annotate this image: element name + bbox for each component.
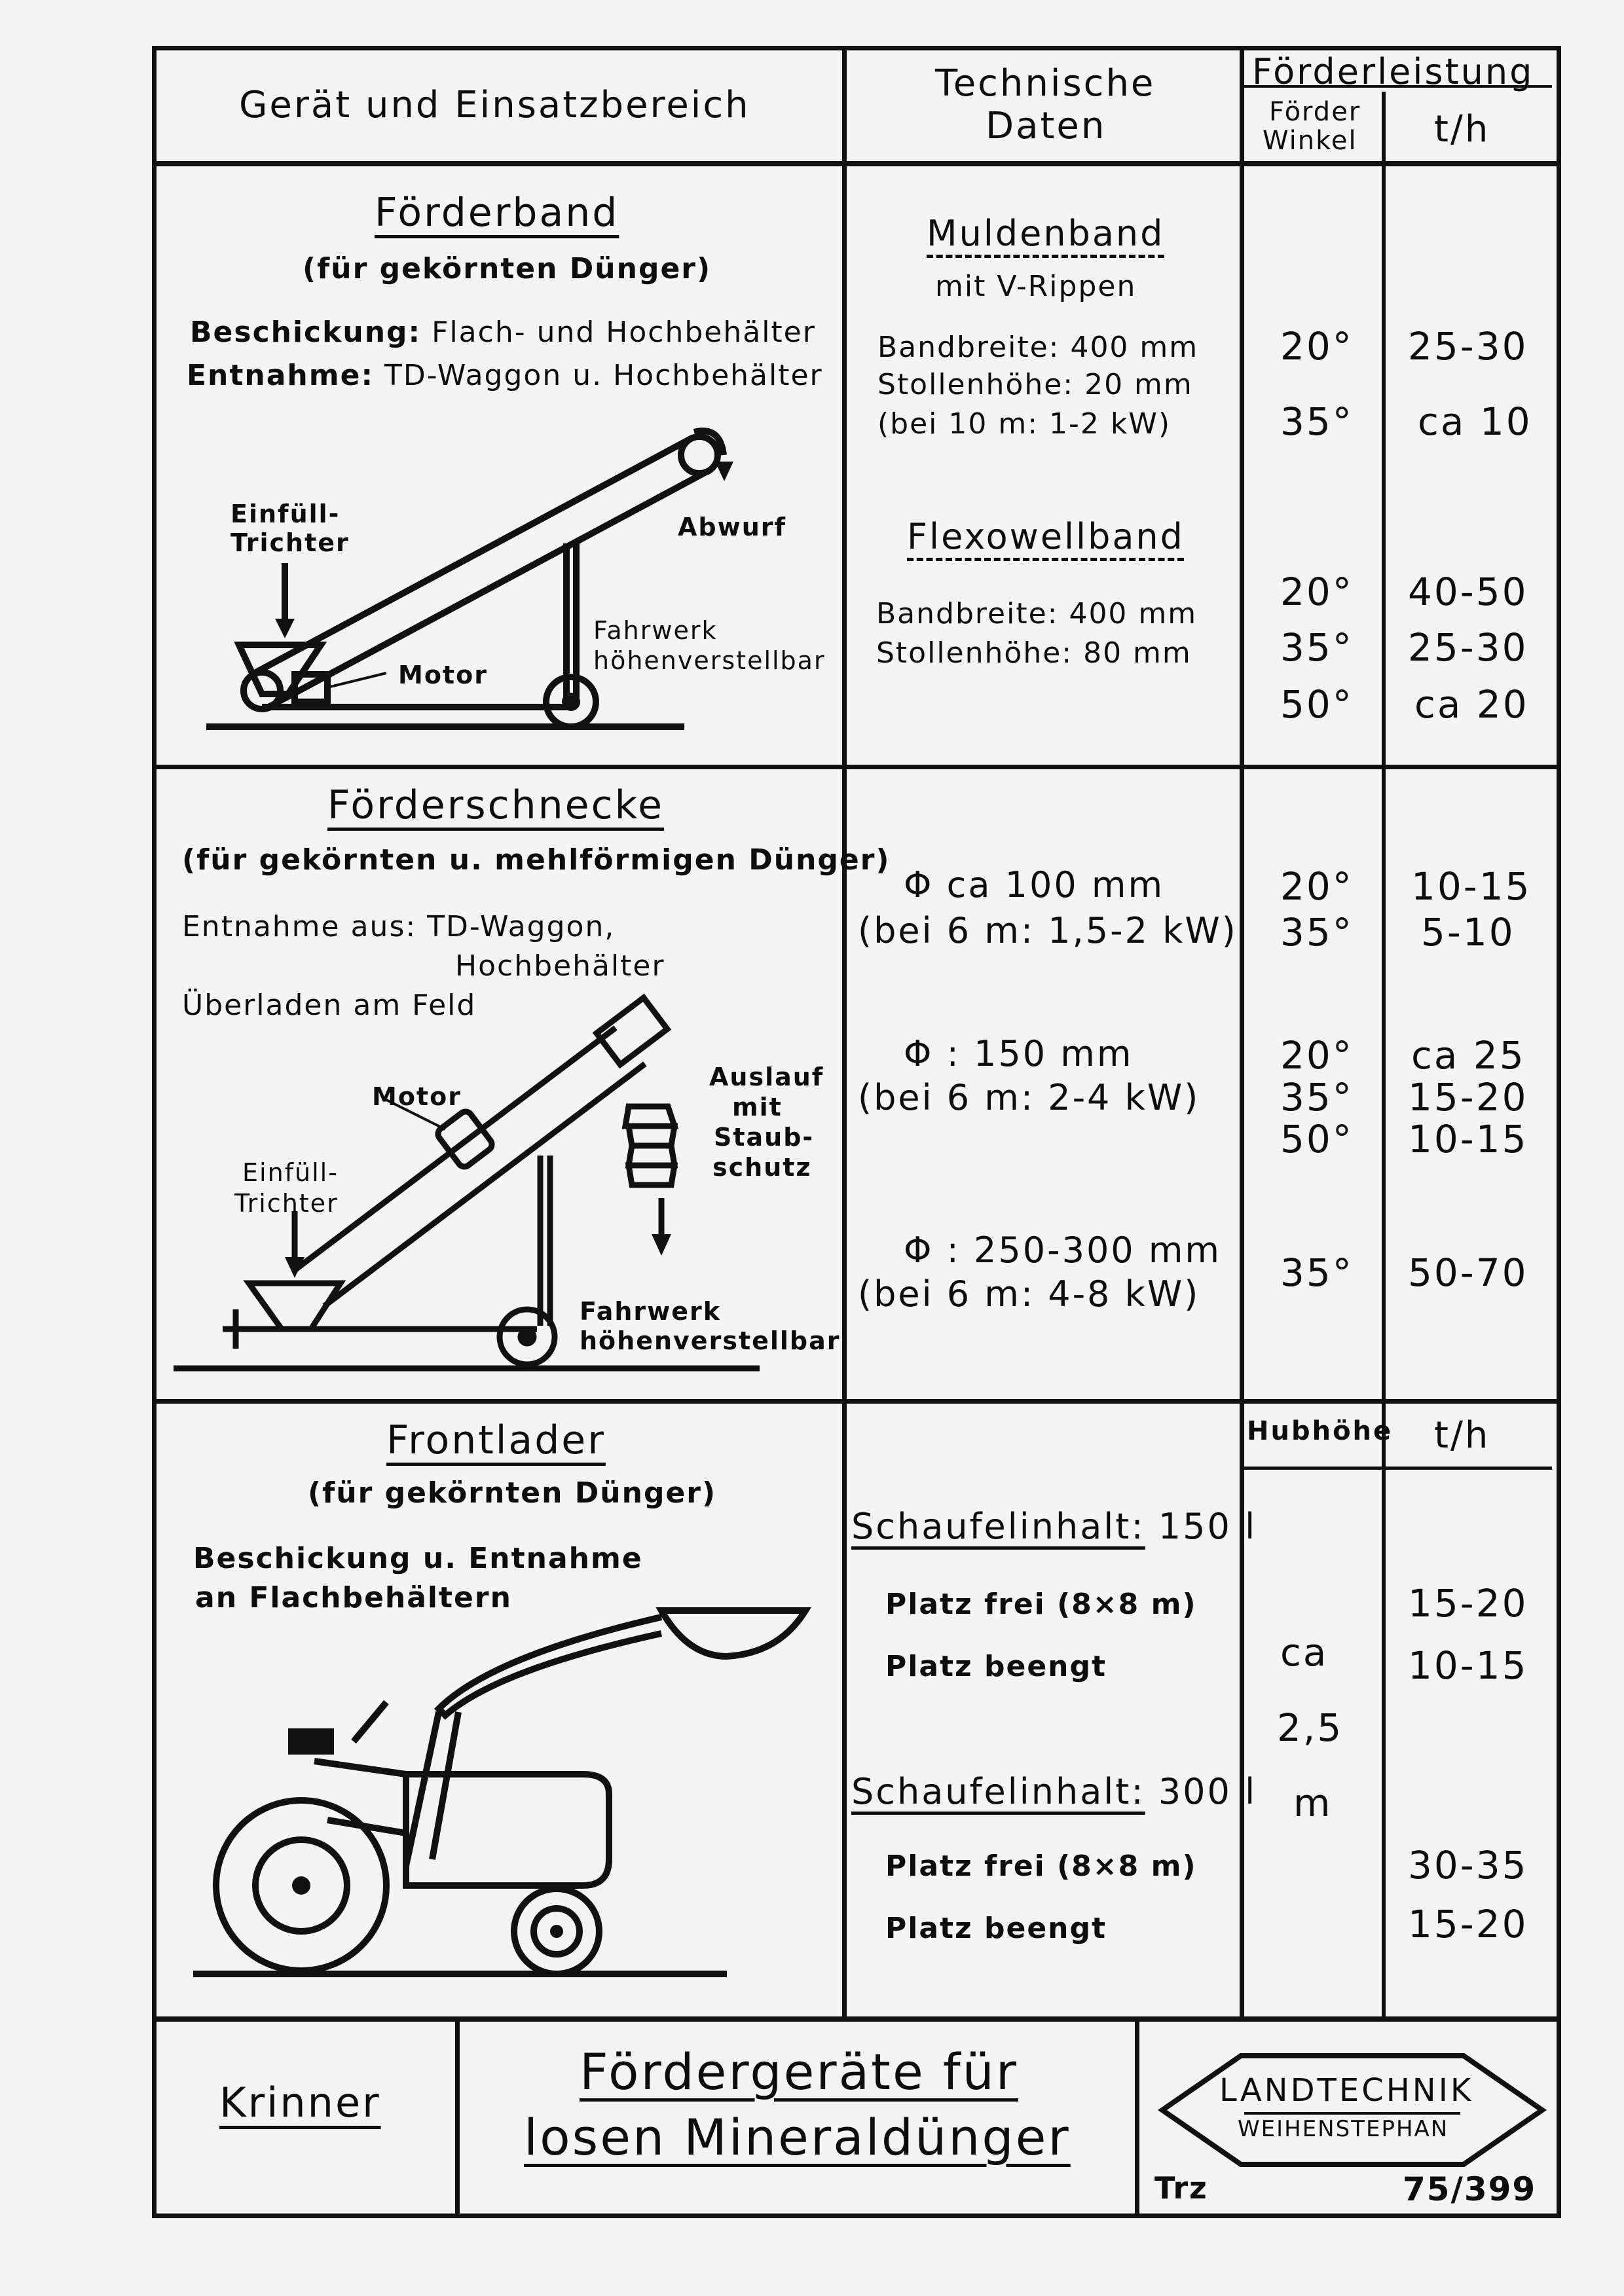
muldenband-spec-1: Bandbreite: 400 mm [877,331,1199,364]
footer-code-right: 75/399 [1403,2170,1537,2208]
schnecke-label-auslauf-2: mit [732,1093,783,1121]
landtechnik-logo [1156,2048,1549,2172]
schnecke-label-auslauf-1: Auslauf [709,1063,824,1091]
schnecke-entnahme-1: Entnahme aus: TD-Waggon, [182,910,616,943]
platz-beengt-1: Platz beengt [885,1650,1107,1683]
frontlader-th-2: 10-15 [1408,1643,1528,1688]
abwurf-arrow-head [715,462,733,481]
schaufel-2-label: Schaufelinhalt: [851,1771,1145,1812]
frontlader-th-1: 15-20 [1408,1581,1528,1626]
schnecke-g3-dia: Φ : 250-300 mm [904,1230,1222,1271]
tube-top [295,1028,616,1270]
frontlader-th-3: 30-35 [1408,1843,1528,1887]
row-divider-2 [157,1399,1557,1404]
schnecke-label-auslauf-3: Staub- [714,1123,815,1152]
platz-beengt-2: Platz beengt [885,1912,1107,1945]
col-divider-1 [842,50,847,2018]
beschickung-text: Flach- und Hochbehälter [432,316,816,349]
muldenband-title: Muldenband [927,213,1165,254]
header-col3-title: Förderleistung [1252,51,1534,92]
loader-arm [439,1617,661,1715]
foerderband-subtitle: (für gekörnten Dünger) [303,252,712,285]
frontlader-col3b: t/h [1434,1414,1490,1457]
footer-col-1 [455,2022,460,2214]
schnecke-g2-th-3: 10-15 [1408,1117,1528,1161]
label-abwurf: Abwurf [678,513,787,541]
schnecke-g2-th-1: ca 25 [1411,1033,1526,1078]
footer-author: Krinner [219,2079,381,2126]
schnecke-g2-power: (bei 6 m: 2-4 kW) [858,1077,1200,1118]
col-divider-2 [1240,50,1244,2018]
schnecke-label-hoehenverstellbar: höhenverstellbar [580,1326,841,1355]
frontlader-subheader-divider [1244,1467,1552,1470]
entnahme-label: Entnahme: [187,359,375,392]
muldenband-spec-2: Stollenhöhe: 20 mm [877,368,1193,401]
foerderband-beschickung [190,316,816,349]
wheel-hub [565,696,577,708]
muldenband-th-2: ca 10 [1418,399,1532,444]
col-divider-3 [1382,92,1386,2018]
logo-line-1: LANDTECHNIK [1219,2072,1474,2109]
schnecke-g1-th-1: 10-15 [1411,864,1532,909]
foerderband-illustration [196,426,838,740]
flexo-spec-2: Stollenhöhe: 80 mm [876,636,1192,670]
header-divider [157,161,1557,166]
flexo-th-2: 25-30 [1408,625,1528,670]
hubhoehe-ca: ca [1280,1630,1329,1675]
foerderband-entnahme [187,359,823,392]
footer-col-2 [1135,2022,1139,2214]
schnecke-g3-th-1: 50-70 [1408,1250,1528,1295]
schnecke-entnahme-2: Hochbehälter [455,949,665,983]
foerderband-title: Förderband [375,190,619,236]
schaufel-1-label: Schaufelinhalt: [851,1506,1145,1547]
muldenband-th-1: 25-30 [1408,324,1528,369]
label-einfuell: Einfüll- [231,500,341,528]
label-hoehenverstellbar: höhenverstellbar [593,646,826,675]
schnecke-ueberladen: Überladen am Feld [182,989,477,1022]
header-col3a-line1: Förder [1269,97,1361,127]
front-hub [550,1925,563,1938]
schnecke-g1-angle-1: 20° [1280,864,1354,909]
row-divider-1 [157,765,1557,769]
flexo-spec-1: Bandbreite: 400 mm [876,597,1198,630]
schnecke-label-trichter: Trichter [234,1189,339,1218]
muldenband-angle-1: 20° [1280,324,1354,369]
hubhoehe-unit: m [1293,1781,1333,1825]
flexo-angle-3: 50° [1280,682,1354,727]
schnecke-g2-th-2: 15-20 [1408,1075,1528,1120]
platz-frei-1: Platz frei (8×8 m) [885,1588,1197,1621]
hopper [249,1283,341,1329]
platz-frei-2: Platz frei (8×8 m) [885,1850,1197,1883]
beschickung-label: Beschickung: [190,316,422,349]
foerderschnecke-title: Förderschnecke [327,782,665,828]
flexo-angle-2: 35° [1280,625,1354,670]
auslauf-bellows [625,1106,674,1185]
wheel-hub [521,1330,534,1343]
schnecke-label-fahrwerk: Fahrwerk [580,1297,722,1326]
frontlader-subtitle: (für gekörnten Dünger) [308,1476,717,1510]
motor-pointer [327,673,386,687]
flexo-th-3: ca 20 [1414,682,1529,727]
footer-divider [157,2016,1557,2022]
schnecke-g1-th-2: 5-10 [1421,910,1515,955]
frontlader-beschickung-2: an Flachbehältern [195,1581,512,1614]
loader-bucket [661,1611,805,1656]
schnecke-g2-angle-3: 50° [1280,1117,1354,1161]
header-col3b: t/h [1434,108,1490,151]
schnecke-label-einfuell: Einfüll- [242,1158,339,1187]
arrow-auslauf-head [652,1234,671,1256]
schnecke-g2-dia: Φ : 150 mm [904,1033,1134,1074]
schnecke-g2-angle-1: 20° [1280,1033,1354,1078]
header-col2-line2: Daten [986,105,1107,147]
schnecke-g3-angle-1: 35° [1280,1250,1354,1295]
schnecke-g2-angle-2: 35° [1280,1075,1354,1120]
entnahme-text: TD-Waggon u. Hochbehälter [384,359,823,392]
footer-title-2: losen Mineraldünger [524,2108,1071,2166]
muldenband-sub: mit V-Rippen [935,270,1137,303]
schaufel-1 [851,1506,1257,1547]
schaufel-2-value: 300 l [1158,1771,1257,1812]
schnecke-g1-power: (bei 6 m: 1,5-2 kW) [858,910,1238,951]
footer-code-left: Trz [1154,2170,1208,2206]
header-col2-line1: Technische [935,62,1156,105]
flexo-title: Flexowellband [907,516,1185,557]
flexo-th-1: 40-50 [1408,570,1528,614]
schnecke-g1-angle-2: 35° [1280,910,1354,955]
logo-line-2: WEIHENSTEPHAN [1238,2116,1449,2142]
flexo-angle-1: 20° [1280,570,1354,614]
header-col3a-line2: Winkel [1263,126,1357,156]
frontlader-col3a: Hubhöhe [1247,1416,1393,1446]
schnecke-g3-power: (bei 6 m: 4-8 kW) [858,1273,1200,1315]
rear-hub [292,1876,310,1895]
footer-title-1: Fördergeräte für [580,2043,1019,2101]
label-trichter: Trichter [231,528,350,557]
muldenband-angle-2: 35° [1280,399,1354,444]
schnecke-label-motor: Motor [372,1082,462,1111]
arrow-einfuell-head [275,619,295,638]
steering-column [354,1702,386,1741]
schaufel-2 [851,1771,1257,1812]
muldenband-spec-3: (bei 10 m: 1-2 kW) [877,407,1172,441]
hubhoehe-value: 2,5 [1277,1705,1344,1750]
schaufel-1-value: 150 l [1158,1506,1257,1547]
frontlader-illustration [190,1597,838,1990]
frontlader-title: Frontlader [386,1417,606,1463]
label-fahrwerk: Fahrwerk [593,616,718,645]
frontlader-beschickung-1: Beschickung u. Entnahme [193,1542,643,1575]
schnecke-g1-dia: Φ ca 100 mm [904,864,1165,905]
belt-roller-top [681,437,718,473]
seat [288,1728,334,1755]
frontlader-th-4: 15-20 [1408,1902,1528,1946]
foerderschnecke-subtitle: (für gekörnten u. mehlförmigen Dünger) [182,843,891,877]
header-col1: Gerät und Einsatzbereich [239,84,750,126]
label-motor: Motor [398,661,488,689]
schnecke-label-auslauf-4: schutz [712,1153,812,1182]
